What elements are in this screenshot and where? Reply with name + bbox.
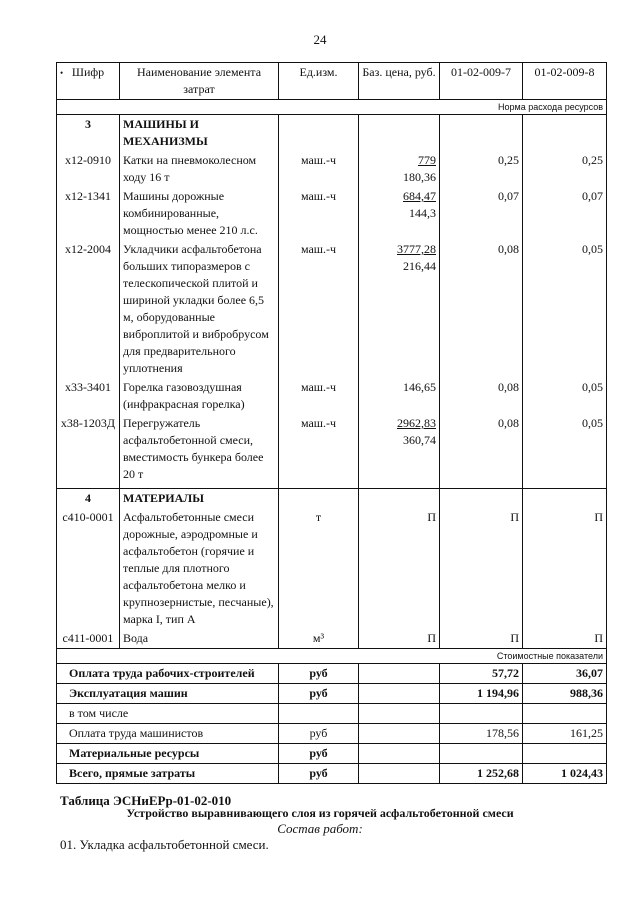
header-price: Баз. цена, руб. xyxy=(359,63,440,100)
cost-unit: руб xyxy=(279,744,359,764)
row-value-col1: 0,07 xyxy=(440,187,523,240)
cost-label: Стоимостные показатели xyxy=(57,649,607,664)
row-code: с411-0001 xyxy=(57,629,120,649)
header-name: Наименование элемента затрат xyxy=(120,63,279,100)
cost-unit xyxy=(279,704,359,724)
empty-cell xyxy=(523,115,607,152)
row-name: Машины дорожные комбинированные, мощностью менее 210 л.с. xyxy=(120,187,279,240)
cost-row xyxy=(57,684,607,704)
work-item: 01. Укладка асфальтобетонной смеси. xyxy=(60,837,269,852)
cost-value-col1 xyxy=(440,704,523,724)
row-price xyxy=(359,508,440,629)
row-price-secondary: 216,44 xyxy=(403,259,436,273)
row-price-secondary: 360,74 xyxy=(403,433,436,447)
empty-cell xyxy=(359,724,440,744)
header-col1: 01-02-009-7 xyxy=(440,63,523,100)
section-header-row xyxy=(57,115,607,152)
cost-label-cell: в том числе xyxy=(57,704,279,724)
row-code: х38-1203Д xyxy=(57,414,120,484)
row-unit: м³ xyxy=(279,629,359,649)
row-price xyxy=(359,629,440,649)
table-row xyxy=(57,378,607,414)
cost-row xyxy=(57,664,607,684)
cost-value-col2: 1 024,43 xyxy=(523,764,607,784)
empty-cell xyxy=(279,115,359,152)
cost-unit: руб xyxy=(279,764,359,784)
row-value-col2: 0,05 xyxy=(523,240,607,378)
row-unit: т xyxy=(279,508,359,629)
row-price xyxy=(359,151,440,187)
section-number: 4 xyxy=(57,489,120,509)
cost-value-col2: 988,36 xyxy=(523,684,607,704)
row-price-value: П xyxy=(427,510,436,524)
row-price-value: 684,47 xyxy=(403,189,436,203)
cost-value-col1: 57,72 xyxy=(440,664,523,684)
cost-label-cell: Эксплуатация машин xyxy=(57,684,279,704)
empty-cell xyxy=(523,489,607,509)
cost-label-cell: Материальные ресурсы xyxy=(57,744,279,764)
row-value-col1: 0,08 xyxy=(440,414,523,484)
empty-cell xyxy=(359,764,440,784)
cost-label-cell: Всего, прямые затраты xyxy=(57,764,279,784)
row-unit: маш.-ч xyxy=(279,151,359,187)
row-name: Укладчики асфальтобетона больших типоразмеров с телескопической плитой и шириной укладки более 6,5 м, оборудованные виброплитой и вибробрусом для предварительного уплотнения xyxy=(120,240,279,378)
cost-label-row xyxy=(57,649,607,664)
cost-label-cell: Оплата труда рабочих-строителей xyxy=(57,664,279,684)
empty-cell xyxy=(279,489,359,509)
row-price xyxy=(359,378,440,414)
cost-unit: руб xyxy=(279,724,359,744)
costs-body xyxy=(57,664,607,784)
table-row xyxy=(57,629,607,649)
cost-value-col1: 178,56 xyxy=(440,724,523,744)
section-header-row xyxy=(57,489,607,509)
cost-label-cell: Оплата труда машинистов xyxy=(57,724,279,744)
cost-value-col2 xyxy=(523,744,607,764)
composition-label: Состав работ: xyxy=(277,821,363,836)
empty-cell xyxy=(359,115,440,152)
row-price-secondary: 144,3 xyxy=(409,206,436,220)
row-price-value: 146,65 xyxy=(403,380,436,394)
row-value-col1: П xyxy=(440,508,523,629)
row-value-col1: 0,08 xyxy=(440,378,523,414)
resource-table xyxy=(56,62,607,784)
empty-cell xyxy=(440,489,523,509)
row-name: Перегружатель асфальтобетонной смеси, вместимость бункера более 20 т xyxy=(120,414,279,484)
norm-label: Норма расхода ресурсов xyxy=(57,100,607,115)
row-name: Вода xyxy=(120,629,279,649)
table-row xyxy=(57,187,607,240)
row-price xyxy=(359,240,440,378)
section-number: 3 xyxy=(57,115,120,152)
header-col2: 01-02-009-8 xyxy=(523,63,607,100)
row-code: х12-1341 xyxy=(57,187,120,240)
header-row xyxy=(57,63,607,100)
cost-row xyxy=(57,744,607,764)
table-title: Устройство выравнивающего слоя из горячей асфальтобетонной смеси xyxy=(126,806,514,820)
row-value-col2: 0,07 xyxy=(523,187,607,240)
row-unit: маш.-ч xyxy=(279,187,359,240)
norm-row xyxy=(57,100,607,115)
page-number: 24 xyxy=(313,32,327,47)
empty-cell xyxy=(359,489,440,509)
row-value-col2: 0,05 xyxy=(523,378,607,414)
row-price-value: 779 xyxy=(418,153,436,167)
row-code: х12-0910 xyxy=(57,151,120,187)
cost-unit: руб xyxy=(279,664,359,684)
empty-cell xyxy=(440,115,523,152)
row-name: Горелка газовоздушная (инфракрасная горелка) xyxy=(120,378,279,414)
row-value-col1: 0,25 xyxy=(440,151,523,187)
row-price-value: 3777,28 xyxy=(397,242,436,256)
cost-row xyxy=(57,704,607,724)
row-value-col2: 0,05 xyxy=(523,414,607,484)
table-name: Таблица ЭСНиЕРр-01-02-010 xyxy=(60,793,232,808)
row-code: с410-0001 xyxy=(57,508,120,629)
empty-cell xyxy=(359,684,440,704)
cost-row xyxy=(57,724,607,744)
row-name: Асфальтобетонные смеси дорожные, аэродромные и асфальтобетон (горячие и теплые для плотного асфальтобетона мелко и крупнозернистые, песчаные), марка I, тип А xyxy=(120,508,279,629)
table-row xyxy=(57,151,607,187)
section-title: МАТЕРИАЛЫ xyxy=(120,489,279,509)
cost-value-col2: 36,07 xyxy=(523,664,607,684)
empty-cell xyxy=(359,664,440,684)
table-row xyxy=(57,240,607,378)
row-code: х12-2004 xyxy=(57,240,120,378)
empty-cell xyxy=(359,744,440,764)
row-price-value: П xyxy=(427,631,436,645)
cost-value-col2: 161,25 xyxy=(523,724,607,744)
cost-row xyxy=(57,764,607,784)
cost-value-col1 xyxy=(440,744,523,764)
row-value-col2: 0,25 xyxy=(523,151,607,187)
cost-value-col2 xyxy=(523,704,607,724)
row-unit: маш.-ч xyxy=(279,240,359,378)
table-row xyxy=(57,508,607,629)
cost-value-col1: 1 194,96 xyxy=(440,684,523,704)
row-unit: маш.-ч xyxy=(279,414,359,484)
row-price-value: 2962,83 xyxy=(397,416,436,430)
row-value-col2: П xyxy=(523,508,607,629)
row-value-col1: П xyxy=(440,629,523,649)
section-title: МАШИНЫ И МЕХАНИЗМЫ xyxy=(120,115,279,152)
empty-cell xyxy=(359,704,440,724)
row-value-col2: П xyxy=(523,629,607,649)
row-price-secondary: 180,36 xyxy=(403,170,436,184)
row-price xyxy=(359,187,440,240)
cost-value-col1: 1 252,68 xyxy=(440,764,523,784)
row-name: Катки на пневмоколесном ходу 16 т xyxy=(120,151,279,187)
row-value-col1: 0,08 xyxy=(440,240,523,378)
sections-body xyxy=(57,115,607,649)
header-code: • Шифр xyxy=(57,63,120,100)
header-unit: Ед.изм. xyxy=(279,63,359,100)
row-price xyxy=(359,414,440,484)
table-row xyxy=(57,414,607,484)
row-unit: маш.-ч xyxy=(279,378,359,414)
row-code: х33-3401 xyxy=(57,378,120,414)
cost-unit: руб xyxy=(279,684,359,704)
